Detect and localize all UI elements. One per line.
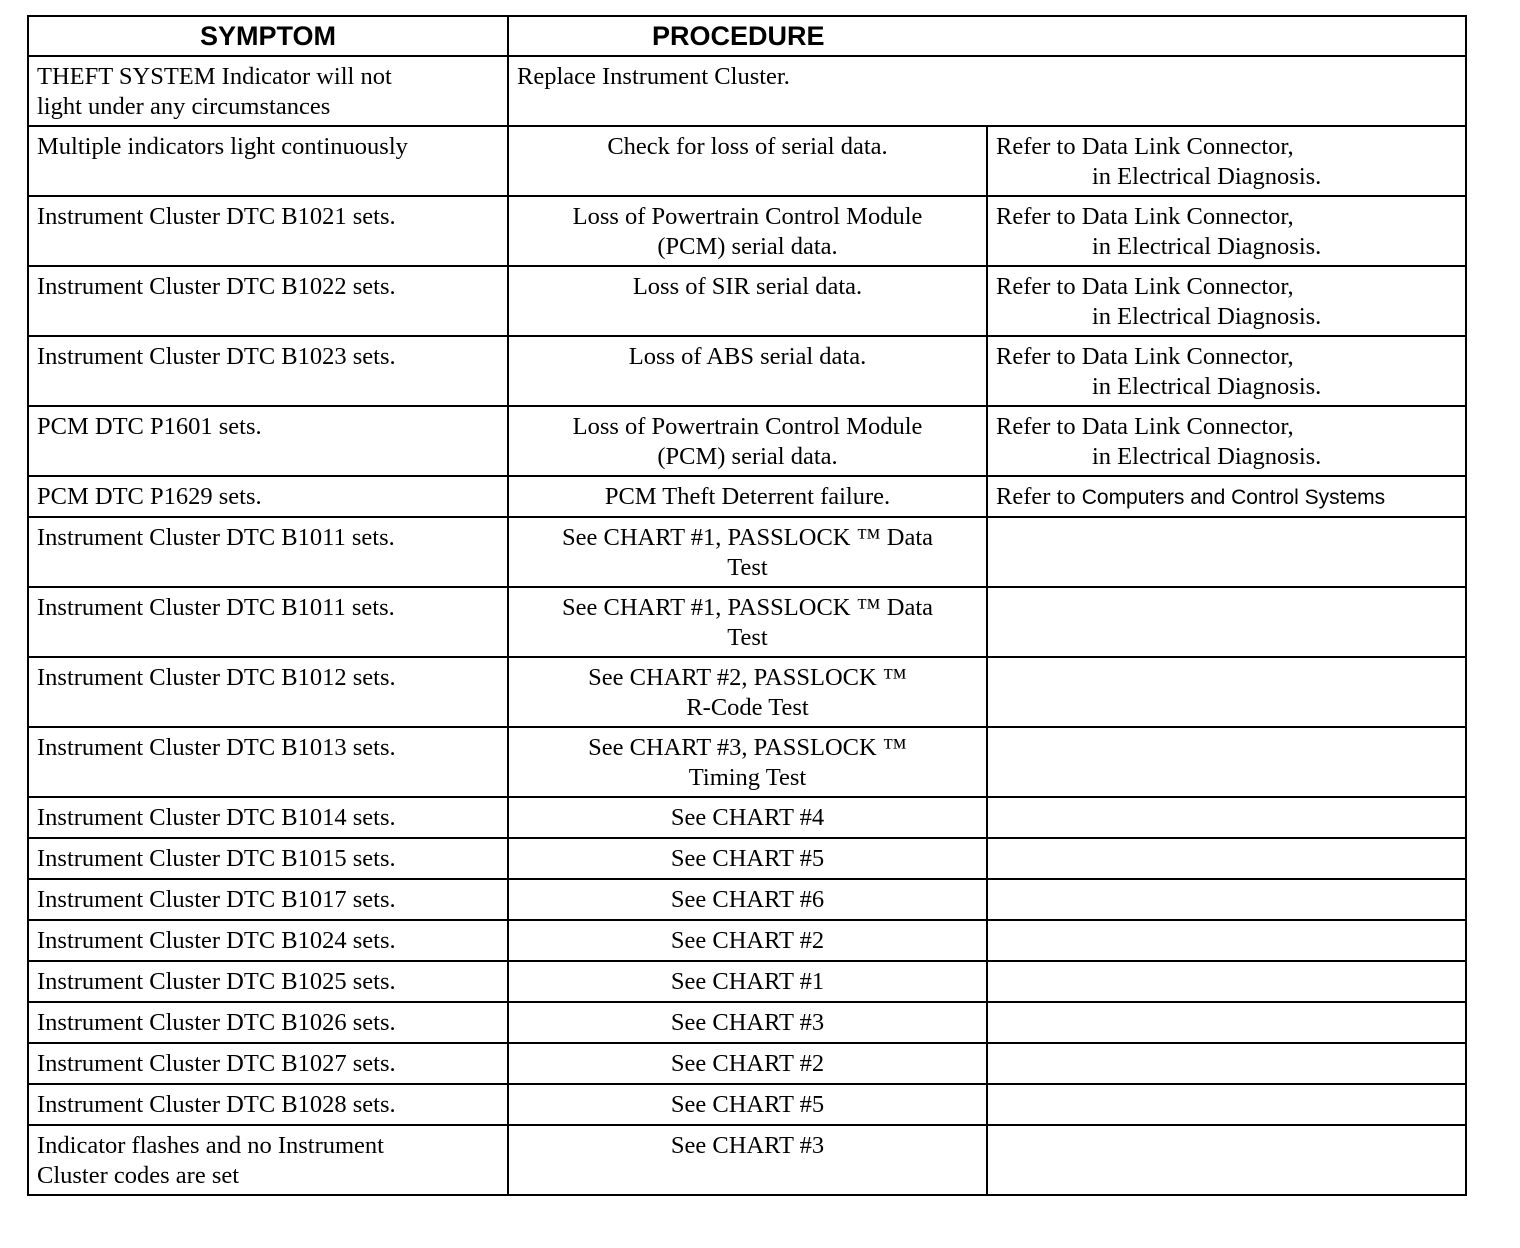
- table-row: [28, 1002, 1466, 1043]
- symptom-cell: [28, 517, 508, 587]
- symptom-cell: [28, 920, 508, 961]
- procedure-cell: [508, 797, 987, 838]
- procedure-cell: [508, 406, 987, 476]
- symptom-text: Instrument Cluster DTC B1023 sets.: [37, 343, 396, 370]
- reference-text: in Electrical Diagnosis.: [1092, 163, 1322, 190]
- procedure-text: PCM Theft Deterrent failure.: [604, 483, 891, 510]
- reference-cell: [987, 336, 1466, 406]
- reference-text: in Electrical Diagnosis.: [1092, 233, 1322, 260]
- reference-cell: [987, 406, 1466, 476]
- symptom-cell: [28, 1084, 508, 1125]
- procedure-cell: [508, 727, 987, 797]
- procedure-cell: [508, 920, 987, 961]
- symptom-cell: [28, 587, 508, 657]
- table-row: [28, 56, 1466, 126]
- table-row: [28, 1084, 1466, 1125]
- reference-cell: [987, 727, 1466, 797]
- symptom-text: Instrument Cluster DTC B1012 sets.: [37, 664, 396, 691]
- procedure-text: See CHART #1, PASSLOCK ™ Data: [561, 524, 934, 551]
- procedure-text: See CHART #1: [670, 968, 825, 995]
- procedure-text: See CHART #1, PASSLOCK ™ Data: [561, 594, 934, 621]
- procedure-cell: [508, 1084, 987, 1125]
- symptom-cell: [28, 961, 508, 1002]
- procedure-text: R-Code Test: [686, 694, 809, 721]
- procedure-text: Test: [727, 554, 768, 581]
- reference-link-text: Computers and Control Systems: [1081, 486, 1386, 509]
- symptom-text: Instrument Cluster DTC B1011 sets.: [37, 594, 395, 621]
- procedure-cell: [508, 1125, 987, 1195]
- procedure-header: PROCEDURE: [508, 16, 1466, 56]
- procedure-cell: [508, 1002, 987, 1043]
- symptom-cell: [28, 1002, 508, 1043]
- procedure-cell: [508, 266, 987, 336]
- reference-text: Refer to Data Link Connector,: [996, 133, 1294, 160]
- symptom-cell: [28, 126, 508, 196]
- procedure-text: (PCM) serial data.: [657, 443, 838, 470]
- reference-cell: [987, 517, 1466, 587]
- procedure-text: Test: [727, 624, 768, 651]
- procedure-cell: [508, 879, 987, 920]
- procedure-text: Loss of SIR serial data.: [632, 273, 863, 300]
- table-row: [28, 196, 1466, 266]
- reference-cell: [987, 476, 1466, 517]
- symptom-text: Instrument Cluster DTC B1015 sets.: [37, 845, 396, 872]
- procedure-text: (PCM) serial data.: [657, 233, 838, 260]
- symptom-cell: [28, 56, 508, 126]
- reference-text: Refer to Data Link Connector,: [996, 203, 1294, 230]
- symptom-text: Instrument Cluster DTC B1017 sets.: [37, 886, 396, 913]
- table-body: [28, 56, 1466, 1195]
- reference-text: in Electrical Diagnosis.: [1092, 303, 1322, 330]
- table-row: [28, 587, 1466, 657]
- table-row: [28, 1125, 1466, 1195]
- procedure-text: Replace Instrument Cluster.: [517, 63, 790, 90]
- procedure-text: See CHART #2: [670, 1050, 825, 1077]
- symptom-cell: [28, 879, 508, 920]
- reference-cell: [987, 1002, 1466, 1043]
- reference-cell: [987, 1125, 1466, 1195]
- header-row: [28, 16, 1466, 56]
- symptom-text: Instrument Cluster DTC B1022 sets.: [37, 273, 396, 300]
- procedure-text: See CHART #3: [670, 1132, 825, 1159]
- reference-cell: [987, 657, 1466, 727]
- symptom-text: Instrument Cluster DTC B1028 sets.: [37, 1091, 396, 1118]
- table-row: [28, 727, 1466, 797]
- procedure-text: See CHART #2: [670, 927, 825, 954]
- reference-cell: [987, 126, 1466, 196]
- procedure-text: See CHART #5: [670, 845, 825, 872]
- table-row: [28, 838, 1466, 879]
- symptom-cell: [28, 406, 508, 476]
- reference-text: Refer to: [996, 483, 1076, 510]
- symptom-text: Instrument Cluster DTC B1024 sets.: [37, 927, 396, 954]
- procedure-cell: [508, 56, 1466, 126]
- table-row: [28, 797, 1466, 838]
- procedure-text: See CHART #6: [670, 886, 825, 913]
- table-row: [28, 657, 1466, 727]
- symptom-text: Multiple indicators light continuously: [37, 133, 408, 160]
- symptom-header: SYMPTOM: [28, 16, 508, 56]
- procedure-text: See CHART #3, PASSLOCK ™: [588, 734, 907, 761]
- procedure-text: See CHART #2, PASSLOCK ™: [588, 664, 907, 691]
- table-row: [28, 266, 1466, 336]
- procedure-text: See CHART #4: [670, 804, 825, 831]
- symptom-text: Indicator flashes and no Instrument: [37, 1132, 384, 1159]
- reference-cell: [987, 797, 1466, 838]
- symptom-cell: [28, 1043, 508, 1084]
- procedure-cell: [508, 196, 987, 266]
- reference-cell: [987, 838, 1466, 879]
- table-row: [28, 406, 1466, 476]
- procedure-text: Timing Test: [688, 764, 807, 791]
- symptom-cell: [28, 336, 508, 406]
- table-row: [28, 476, 1466, 517]
- symptom-cell: [28, 838, 508, 879]
- procedure-text: See CHART #3: [670, 1009, 825, 1036]
- reference-cell: [987, 1043, 1466, 1084]
- symptom-cell: [28, 797, 508, 838]
- table-row: [28, 1043, 1466, 1084]
- procedure-cell: [508, 838, 987, 879]
- reference-cell: [987, 587, 1466, 657]
- symptom-cell: [28, 657, 508, 727]
- table-row: [28, 517, 1466, 587]
- symptom-text: Instrument Cluster DTC B1011 sets.: [37, 524, 395, 551]
- procedure-cell: [508, 961, 987, 1002]
- symptom-text: Instrument Cluster DTC B1026 sets.: [37, 1009, 396, 1036]
- table-row: [28, 126, 1466, 196]
- symptom-text: THEFT SYSTEM Indicator will not: [37, 63, 392, 90]
- procedure-text: See CHART #5: [670, 1091, 825, 1118]
- reference-text: Refer to Data Link Connector,: [996, 413, 1294, 440]
- symptom-text: light under any circumstances: [37, 93, 331, 120]
- symptom-text: Cluster codes are set: [37, 1162, 240, 1189]
- procedure-cell: [508, 587, 987, 657]
- table-row: [28, 879, 1466, 920]
- procedure-text: Check for loss of serial data.: [607, 133, 888, 160]
- table-row: [28, 336, 1466, 406]
- reference-cell: [987, 196, 1466, 266]
- reference-text: in Electrical Diagnosis.: [1092, 443, 1322, 470]
- reference-text: Refer to Data Link Connector,: [996, 273, 1294, 300]
- table-row: [28, 961, 1466, 1002]
- symptom-text: Instrument Cluster DTC B1013 sets.: [37, 734, 396, 761]
- symptom-text: Instrument Cluster DTC B1027 sets.: [37, 1050, 396, 1077]
- procedure-text: Loss of Powertrain Control Module: [572, 203, 923, 230]
- diagnosis-table: [27, 15, 1467, 1196]
- symptom-cell: [28, 266, 508, 336]
- symptom-cell: [28, 476, 508, 517]
- reference-cell: [987, 266, 1466, 336]
- procedure-cell: [508, 657, 987, 727]
- procedure-cell: [508, 1043, 987, 1084]
- procedure-cell: [508, 336, 987, 406]
- procedure-text: Loss of ABS serial data.: [628, 343, 867, 370]
- procedure-cell: [508, 126, 987, 196]
- reference-text: in Electrical Diagnosis.: [1092, 373, 1322, 400]
- symptom-text: Instrument Cluster DTC B1021 sets.: [37, 203, 396, 230]
- reference-cell: [987, 879, 1466, 920]
- procedure-cell: [508, 517, 987, 587]
- symptom-text: Instrument Cluster DTC B1025 sets.: [37, 968, 396, 995]
- reference-cell: [987, 961, 1466, 1002]
- symptom-text: Instrument Cluster DTC B1014 sets.: [37, 804, 396, 831]
- procedure-cell: [508, 476, 987, 517]
- symptom-text: PCM DTC P1601 sets.: [37, 413, 262, 440]
- reference-cell: [987, 1084, 1466, 1125]
- symptom-cell: [28, 196, 508, 266]
- table-row: [28, 920, 1466, 961]
- symptom-cell: [28, 1125, 508, 1195]
- reference-cell: [987, 920, 1466, 961]
- reference-text: Refer to Data Link Connector,: [996, 343, 1294, 370]
- symptom-text: PCM DTC P1629 sets.: [37, 483, 262, 510]
- procedure-text: Loss of Powertrain Control Module: [572, 413, 923, 440]
- symptom-cell: [28, 727, 508, 797]
